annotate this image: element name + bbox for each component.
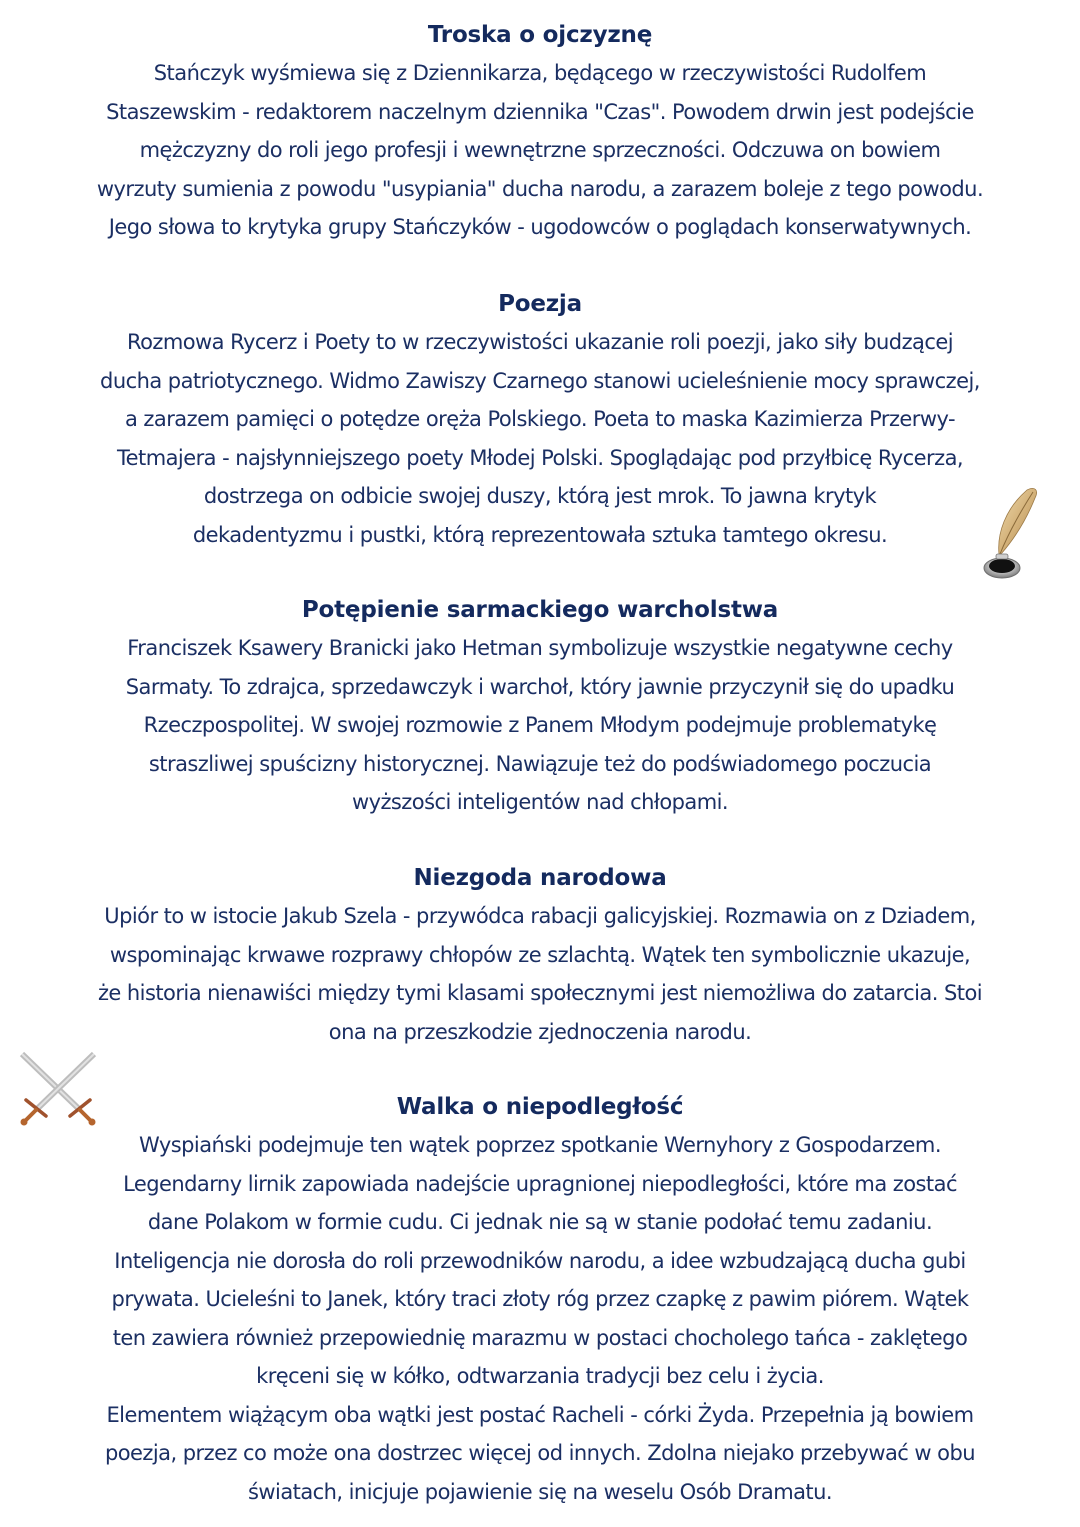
section-niezgoda-narodowa [14, 859, 1066, 1051]
section-body [14, 1126, 1066, 1511]
section-title: Niezgoda narodowa [413, 865, 667, 891]
section-poezja [14, 285, 1066, 554]
text-line: straszliwej spuścizny historycznej. Nawiązuje też do podświadomego poczucia [148, 751, 932, 776]
text-line: a zarazem pamięci o potędze oręża Polskiego. Poeta to maska Kazimierza Przerwy- [124, 407, 956, 431]
text-line: Inteligencja nie dorosła do roli przewodników narodu, a idee wzbudzającą ducha gubi [114, 1248, 966, 1273]
section-body [14, 54, 1066, 247]
text-line: Sarmaty. To zdrajca, sprzedawczyk i warchoł, który jawnie przyczynił się do upadku [125, 674, 955, 699]
quill-inkwell-icon [975, 484, 1045, 580]
text-line: ona na przeszkodzie zjednoczenia narodu. [328, 1019, 752, 1044]
text-line: dekadentyzmu i pustki, którą reprezentowała sztuka tamtego okresu. [192, 522, 888, 547]
section-potepienie-sarmackiego-warcholstwa [14, 591, 1066, 822]
text-line: Franciszek Ksawery Branicki jako Hetman symbolizuje wszystkie negatywne cechy [127, 636, 953, 660]
text-line: Rozmowa Rycerz i Poety to w rzeczywistości ukazanie roli poezji, jako siły budzącej [126, 330, 954, 354]
text-line: mężczyzny do roli jego profesji i wewnętrzne sprzeczności. Odczuwa on bowiem [139, 138, 941, 162]
text-line: Rzeczpospolitej. W swojej rozmowie z Panem Młodym podejmuje problematykę [143, 713, 937, 737]
text-line: że historia nienawiści między tymi klasami społecznymi jest niemożliwa do zatarcia. Stoi [97, 981, 983, 1005]
section-title: Walka o niepodległość [396, 1094, 684, 1120]
text-line: kręceni się w kółko, odtwarzania tradycji bez celu i życia. [256, 1364, 824, 1388]
text-line: ten zawiera również przepowiednię marazmu w postaci chocholego tańca - zaklętego [112, 1325, 968, 1350]
text-line: dostrzega on odbicie swojej duszy, którą jest mrok. To jawna krytyk [203, 484, 877, 508]
text-line: Upiór to w istocie Jakub Szela - przywódca rabacji galicyjskiej. Rozmawia on z Dziadem, [104, 904, 976, 928]
text-line: wyższości inteligentów nad chłopami. [351, 790, 729, 814]
text-line: poezja, przez co może ona dostrzec więcej od innych. Zdolna niejako przebywać w obu [104, 1441, 976, 1465]
text-line: wyrzuty sumienia z powodu "usypiania" ducha narodu, a zarazem boleje z tego powodu. [96, 176, 984, 201]
text-line: wspominając krwawe rozprawy chłopów ze szlachtą. Wątek ten symbolicznie ukazuje, [109, 942, 971, 967]
section-troska-o-ojczyzne [14, 16, 1066, 247]
text-line: prywata. Ucieleśni to Janek, który traci złoty róg przez czapkę z pawim piórem. Wątek [111, 1287, 969, 1311]
section-body [14, 323, 1066, 554]
text-line: światach, inicjuje pojawienie się na weselu Osób Dramatu. [248, 1479, 832, 1504]
section-title: Poezja [498, 291, 582, 317]
text-line: Wyspiański podejmuje ten wątek poprzez spotkanie Wernyhory z Gospodarzem. [139, 1133, 941, 1157]
section-title: Potępienie sarmackiego warcholstwa [301, 597, 779, 623]
text-line: Legendarny lirnik zapowiada nadejście upragnionej niepodległości, które ma zostać [123, 1171, 957, 1196]
section-title: Troska o ojczyznę [427, 22, 653, 48]
text-line: Jego słowa to krytyka grupy Stańczyków - ugodowców o poglądach konserwatywnych. [108, 215, 972, 239]
section-body [14, 897, 1066, 1051]
text-line: Staszewskim - redaktorem naczelnym dziennika "Czas". Powodem drwin jest podejście [106, 99, 974, 124]
text-line: dane Polakom w formie cudu. Ci jednak nie są w stanie podołać temu zadaniu. [147, 1210, 933, 1234]
text-line: ducha patriotycznego. Widmo Zawiszy Czarnego stanowi ucieleśnienie mocy sprawczej, [100, 368, 980, 393]
section-walka-o-niepodleglosc [14, 1088, 1066, 1511]
text-line: Tetmajera - najsłynniejszego poety Młodej Polski. Spoglądając pod przyłbicę Rycerza, [116, 445, 964, 470]
section-body [14, 629, 1066, 822]
text-line: Elementem wiążącym oba wątki jest postać Racheli - córki Żyda. Przepełnia ją bowiem [106, 1402, 974, 1427]
text-line: Stańczyk wyśmiewa się z Dziennikarza, będącego w rzeczywistości Rudolfem [153, 61, 927, 85]
